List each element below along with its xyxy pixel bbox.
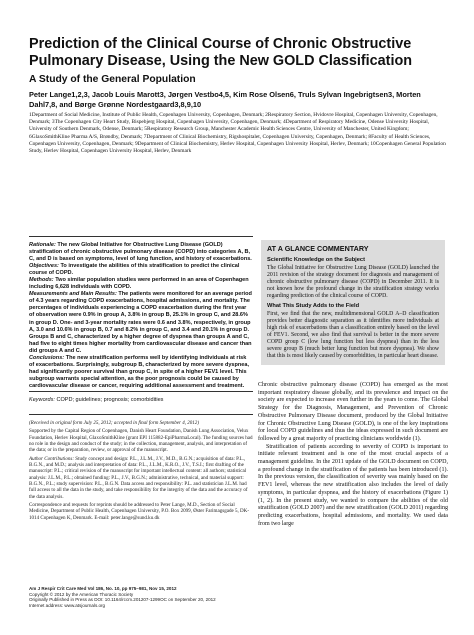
received-note: (Received in original form July 25, 2012; accepted in final form September 4, 2012) [29, 420, 200, 426]
objectives-text: To investigate the abilities of this stratification to predict the clinical course of COPD. [29, 263, 240, 277]
copyright-line: Copyright © 2012 by the American Thoracic Society [29, 591, 134, 597]
contributions-label: Author Contributions: [29, 455, 75, 462]
abstract-methods [29, 277, 253, 291]
introduction-text [258, 382, 448, 528]
objectives-label: Objectives: [29, 263, 59, 270]
footnotes [29, 420, 253, 523]
keywords [29, 397, 253, 404]
abstract-results [29, 291, 253, 354]
methods-text: Two similar population studies were performed in an area of Copenhagen including 6,628 individuals with COPD. [29, 277, 249, 291]
journal-citation: Am J Respir Crit Care Med Vol 186, No. 10, pp 975–981, Nov 15, 2012 [29, 586, 177, 591]
at-a-glance-box [261, 240, 445, 365]
abstract [29, 242, 253, 390]
intro-paragraph-1: Chronic obstructive pulmonary disease (COPD) has emerged as the most important respiratory disease globally, and its prevalence and impact on the society are expected to increase even further in the years to come. The Global Strategy for the Diagnosis, Management, and Prevention of Chronic Obstructive Pulmonary Disease document, produced by the Global Initiative for Chronic Obstructive Lung Disease (GOLD), is one of the key inspirations for local COPD guidelines and thus the ideas expressed in such document are followed by a great majority of practicing clinicians worldwide (1). [258, 382, 448, 442]
publication-info [29, 586, 253, 609]
glance-heading: AT A GLANCE COMMENTARY [267, 244, 369, 253]
methods-label: Methods: [29, 277, 54, 284]
keywords-label: Keywords: [29, 397, 55, 403]
doi-line: Originally Published in Press as DOI: 10.1164/rccm.201207-1299OC on September 20, 2012 [29, 597, 216, 603]
rationale-label: Rationale: [29, 242, 56, 248]
contributions-note [29, 456, 253, 500]
author-list: Peter Lange1,2,3, Jacob Louis Marott3, Jørgen Vestbo4,5, Kim Rose Olsen6, Truls Sylvan Ingebrigtsen3, Morten Dahl7,8, and Børge Grønne Nordestgaard3,8,9,10 [29, 90, 421, 109]
abstract-rationale [29, 242, 253, 263]
rationale-text: The new Global Initiative for Obstructive Lung Disease (GOLD) stratification of chronic obstructive pulmonary disease (COPD) into categories A, B, C, and D is based on symptoms, level of lung function, and history of exacerbations. [29, 242, 252, 263]
abstract-bottom-rule [29, 391, 253, 392]
abstract-top-rule [29, 236, 253, 237]
glance-question-2: What This Study Adds to the Field [267, 302, 360, 309]
keywords-text: COPD; guidelines; prognosis; comorbidities [56, 397, 164, 403]
correspondence-note: Correspondence and requests for reprints should be addressed to Peter Lange, M.D., Section of Social Medicine, Department of Public Health, Copenhagen University, P.O. Box 2099, Øster Farimagsgade 5, DK-1014 Copenhagen K, Denmark. E-mail: peter.lange@sund.ku.dk [29, 502, 250, 521]
glance-question-1: Scientific Knowledge on the Subject [267, 256, 365, 263]
results-label: Measurements and Main Results: [29, 291, 117, 298]
article-subtitle: A Study of the General Population [29, 74, 196, 85]
abstract-conclusions [29, 355, 253, 390]
internet-address: Internet address: www.atsjournals.org [29, 603, 106, 609]
conclusions-label: Conclusions: [29, 354, 65, 361]
glance-answer-2: First, we find that the new, multidimensional GOLD A–D classification provides better diagnostic separation as it identifies more individuals at high risk of exacerbations than a classification entirely based on the level of FEV1. Second, we also find that survival is better in the more severe COPD group C (low lung function but less dyspnea) than in the less severe group B (much better lung function but more dyspnea). We show that this is most likely caused by comorbidities, in particular heart disease. [267, 310, 439, 360]
results-text: The patients were monitored for an average period of 4.3 years regarding COPD exacerbations, hospital admissions, and mortality. The percentages of individuals experiencing a COPD exacerbation during the first year of observation were 0.9% in group A, 3.8% in group B, 25.1% in group C, and 28.6% in group D. One- and 3-year mortality rates were 0.6 and 3.8%, respectively, in group A, 3.0 and 10.6% in group B, 0.7 and 8.2% in group C, and 3.4 and 20.1% in group D. Groups B and C, characterized by a higher degree of dyspnea than groups A and C, had five to eight times higher mortality from cardiovascular disease and cancer than did groups A and C. [29, 291, 252, 354]
glance-answer-1: The Global Initiative for Obstructive Lung Disease (GOLD) launched the 2011 revision of the strategy document for diagnosis and management of chronic obstructive pulmonary disease (COPD) in December 2011. It is not known how the profound change in the stratification strategy works regarding prediction of the clinical course of COPD. [267, 264, 439, 299]
abstract-objectives [29, 263, 253, 277]
article-title: Prediction of the Clinical Course of Chronic Obstructive Pulmonary Disease, Using the New GOLD Classification [29, 36, 413, 69]
intro-paragraph-2: Stratification of patients according to severity of COPD is important to initiate relevant treatment and is one of the most crucial aspects of a management guideline. In the 2011 update of the GOLD document on COPD, a profound change in the stratification of the patients has been introduced (1). In the previous version, the classification of severity was mainly based on the FEV1 level, whereas the new stratification also includes the level of daily symptoms, in particular dyspnea, and the history of exacerbations (Figure 1) (1, 2). In the present study, we wanted to compare the abilities of the old stratification (GOLD 2007) and the new stratification (GOLD 2011) regarding predicting exacerbations, hospital admissions, and mortality. We used data from two large [258, 443, 448, 527]
contributions-text: Study concept and design: P.L., J.L.M., J.V., M.D., B.G.N.; acquisition of data: P.L., B.G.N., and M.D.; analysis and interpretation of data: P.L., J.L.M., K.R.O., J.V., T.S.I.; first drafting of the manuscript: P.L.; critical revision of the manuscript for important intellectual content: all authors; statistical analysis: J.L.M., P.L.; obtained funding: P.L., J.V., B.G.N.; administrative, technical, and material support: B.G.N., P.L.; study supervision: P.L., B.G.N. Data access and responsibility: P.L. and statistician J.L.M. had full access to all the data in the study, and take responsibility for the integrity of the data and the accuracy of the data analysis. [29, 455, 248, 500]
affiliations: 1Department of Social Medicine, Institute of Public Health, Copenhagen University, Copenhagen, Denmark; 2Respiratory Section, Hvidovre Hospital, Copenhagen University, Copenhagen, Denmark; 3The Copenhagen City Heart Study, Bispebjerg Hospital, Copenhagen University, Copenhagen, Denmark; 4Department of Respiratory Medicine, Odense University Hospital, University of Southern Denmark, Odense, Denmark; 5Respiratory Research Group, Manchester Academic Health Sciences Centre, University of Manchester, United Kingdom; 6GlaxoSmithKline Pharma A/S, Brøndby, Denmark; 7Department of Clinical Biochemistry, Rigshospitalet, Copenhagen University, Copenhagen, Denmark; 8Faculty of Health Sciences, Copenhagen University, Copenhagen, Denmark; 9Department of Clinical Biochemistry, Herlev Hospital, Copenhagen University Hospital, Herlev, Denmark; 10Copenhagen General Population Study, Herlev Hospital, Copenhagen University Hospital, Herlev, Denmark [29, 112, 446, 155]
conclusions-text: The new stratification performs well by identifying individuals at risk of exacerbations. Surprisingly, subgroup B, characterized by more severe dyspnea, had significantly poorer survival than group C, in spite of a higher FEV1 level. This subgroup warrants special attention, as the poor prognosis could be caused by cardiovascular disease or cancer, requiring additional assessment and treatment. [29, 354, 249, 389]
footnote-rule [29, 414, 253, 415]
support-note: Supported by the Capital Region of Copenhagen, Danish Heart Foundation, Danish Lung Association, Velux Foundation, Herlev Hospital, GlaxoSmithKline (grant EPI 115882-EpiPharmaLocal). The funding sources had no role in the design and conduct of the study; in the collection, management, analysis, and interpretation of the data; or in the preparation, review, or approval of the manuscript. [29, 428, 253, 454]
